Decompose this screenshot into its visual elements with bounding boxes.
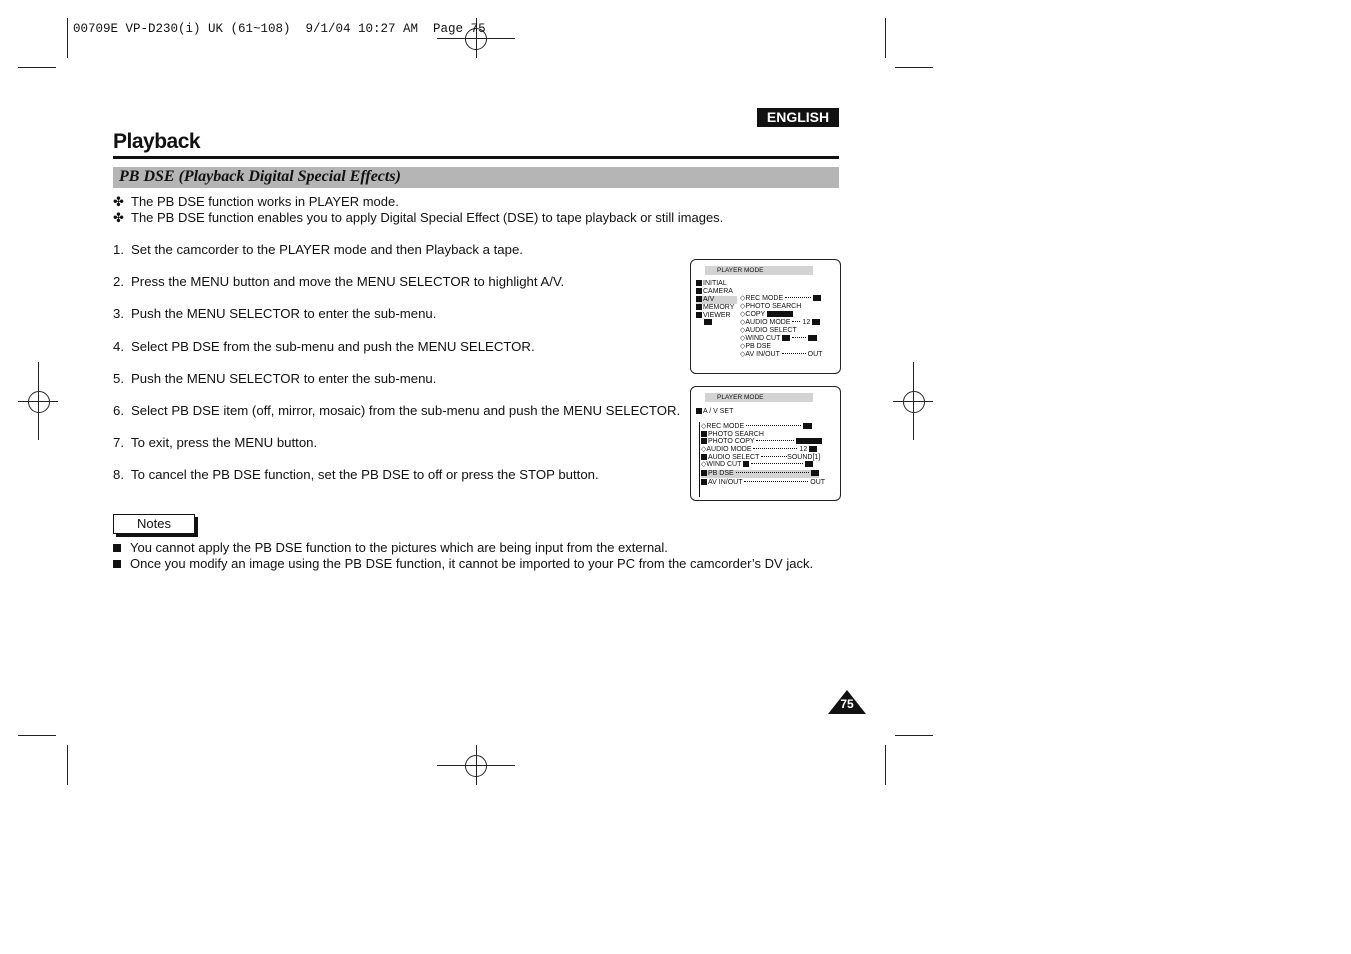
tree-line	[699, 422, 700, 497]
print-header: 00709E VP-D230(i) UK (61~108) 9/1/04 10:27 AM Page 75	[73, 22, 486, 36]
sub-item: ◇AV IN/OUT OUT	[740, 351, 823, 358]
title-rule	[113, 156, 839, 159]
crop-mark	[18, 67, 56, 68]
square-bullet-icon	[113, 544, 121, 552]
menu-item: VIEWER	[696, 312, 731, 320]
photo-icon	[701, 431, 707, 437]
crop-mark	[18, 735, 56, 736]
page-number: 75	[840, 697, 854, 711]
registration-mark	[903, 391, 925, 413]
crop-mark	[895, 735, 933, 736]
screen-header: PLAYER MODE	[705, 266, 813, 275]
registration-mark	[28, 391, 50, 413]
registration-line	[38, 362, 39, 440]
photo-icon	[701, 438, 707, 444]
menu-item: INITIAL	[696, 280, 727, 288]
sub-item: ◇AUDIO MODE 12	[701, 446, 817, 454]
crop-mark	[67, 745, 68, 785]
step-item: 2. Press the MENU button and move the MENU SELECTOR to highlight A/V.	[113, 274, 565, 289]
folder-icon	[696, 280, 702, 286]
camera-icon	[696, 288, 702, 294]
sub-item: ◇PB DSE	[740, 343, 772, 350]
step-item: 4. Select PB DSE from the sub-menu and push the MENU SELECTOR.	[113, 339, 535, 354]
memory-icon	[696, 304, 702, 310]
registration-line	[476, 745, 477, 785]
sub-item: ◇PHOTO SEARCH	[740, 303, 802, 310]
registration-line	[913, 362, 914, 440]
submenu-screen-illustration	[690, 386, 841, 501]
crop-mark	[885, 18, 886, 58]
bullet-icon: ✤	[113, 210, 124, 225]
audio-icon	[701, 454, 707, 460]
sub-item: AV IN/OUT OUT	[701, 479, 825, 487]
sub-item: ◇REC MODE	[740, 295, 821, 303]
viewer-icon	[696, 312, 702, 318]
sub-item: ◇WIND CUT	[701, 461, 813, 469]
step-item: 1. Set the camcorder to the PLAYER mode and then Playback a tape.	[113, 242, 523, 257]
menu-item-selected: A/V	[696, 296, 737, 304]
sub-item: AUDIO SELECT SOUND[1]	[701, 454, 820, 462]
menu-screen-illustration	[690, 259, 841, 374]
breadcrumb: A / V SET	[696, 408, 733, 416]
bullet-icon: ✤	[113, 194, 124, 209]
step-item: 7. To exit, press the MENU button.	[113, 435, 318, 450]
bullet-item: ✤ The PB DSE function enables you to apply Digital Special Effect (DSE) to tape playback or still images.	[113, 210, 724, 225]
sub-item: ◇AUDIO MODE 12	[740, 319, 820, 327]
step-item: 8. To cancel the PB DSE function, set the PB DSE to off or press the STOP button.	[113, 467, 599, 482]
crop-mark	[885, 745, 886, 785]
section-header	[113, 167, 839, 188]
sub-item: ◇COPY	[740, 311, 793, 319]
avinout-icon	[701, 479, 707, 485]
av-icon	[696, 408, 702, 414]
section-title: PB DSE (Playback Digital Special Effects)	[119, 168, 401, 185]
note-item: Once you modify an image using the PB DSE function, it cannot be imported to your PC from the camcorder’s DV jack.	[113, 556, 813, 571]
sub-item-selected: PB DSE	[701, 470, 819, 478]
sub-item: ◇WIND CUT	[740, 335, 817, 343]
notes-label: Notes	[113, 514, 195, 534]
language-badge: ENGLISH	[757, 108, 839, 127]
crop-mark	[895, 67, 933, 68]
sub-item: ◇REC MODE	[701, 423, 812, 431]
bullet-item: ✤ The PB DSE function works in PLAYER mode.	[113, 194, 399, 209]
screen-header: PLAYER MODE	[705, 393, 813, 402]
dse-icon	[701, 470, 707, 476]
sub-item: ◇AUDIO SELECT	[740, 327, 797, 334]
page-title: Playback	[113, 130, 201, 153]
crop-mark	[67, 18, 68, 58]
av-icon	[696, 296, 702, 302]
sub-item: PHOTO SEARCH	[701, 431, 764, 439]
menu-item: CAMERA	[696, 288, 733, 296]
menu-item: MEMORY	[696, 304, 734, 312]
step-item: 6. Select PB DSE item (off, mirror, mosaic) from the sub-menu and push the MENU SELECTOR.	[113, 403, 681, 418]
step-item: 5. Push the MENU SELECTOR to enter the sub-menu.	[113, 371, 437, 386]
sub-item: PHOTO COPY	[701, 438, 822, 446]
tape-icon	[704, 319, 712, 325]
square-bullet-icon	[113, 560, 121, 568]
step-item: 3. Push the MENU SELECTOR to enter the sub-menu.	[113, 306, 437, 321]
note-item: You cannot apply the PB DSE function to the pictures which are being input from the external.	[113, 540, 668, 555]
